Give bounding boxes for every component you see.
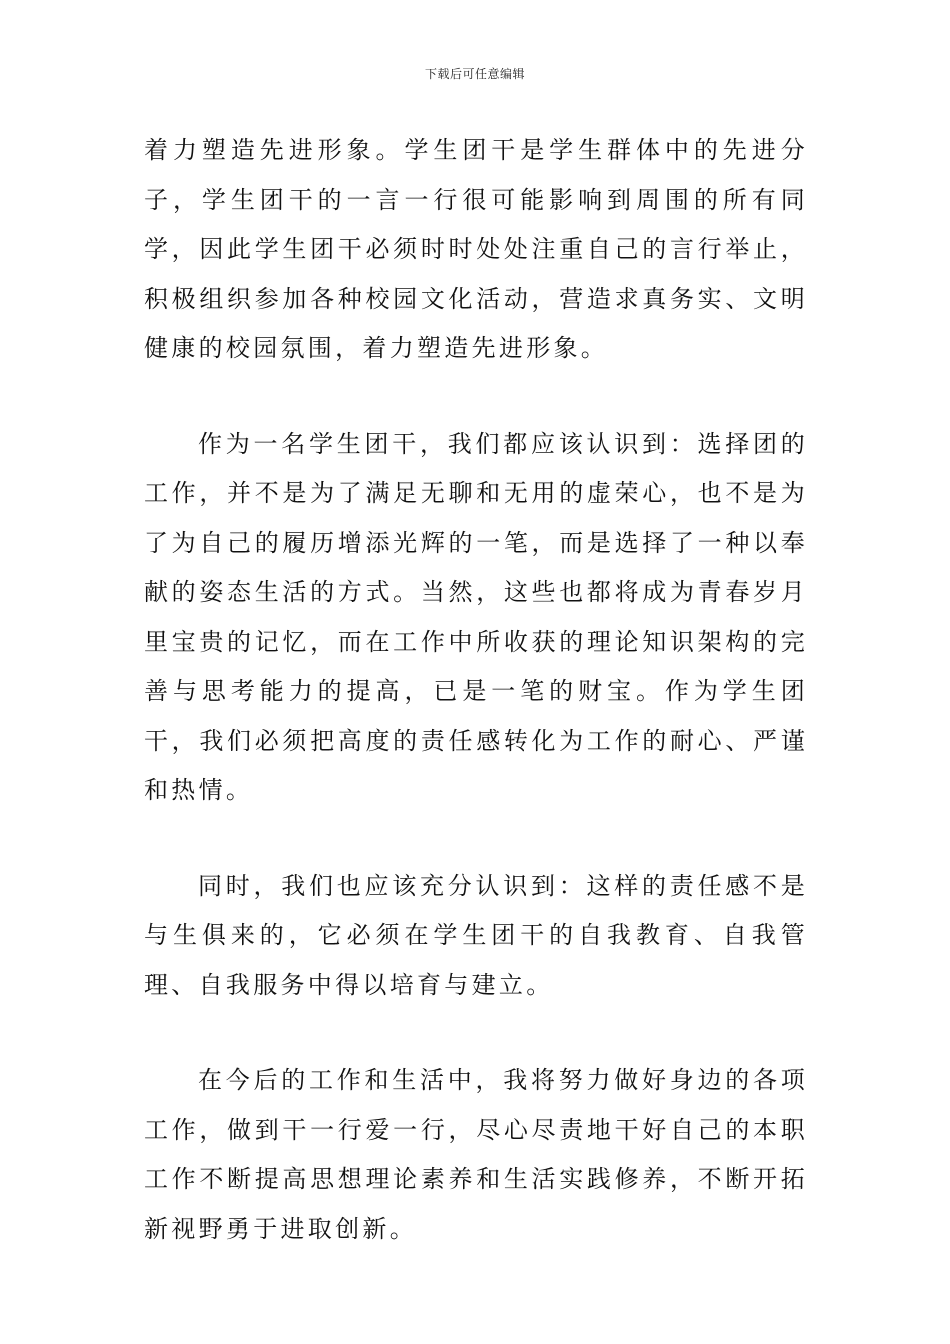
- document-body: [144, 126, 808, 1254]
- paragraph-1: 着力塑造先进形象。学生团干是学生群体中的先进分子，学生团干的一言一行很可能影响到周围的所有同学，因此学生团干必须时时处处注重自己的言行举止，积极组织参加各种校园文化活动，营造求真务实、文明健康的校园氛围，着力塑造先进形象。: [144, 136, 808, 362]
- page-header-note: 下载后可任意编辑: [424, 67, 525, 81]
- paragraph-4: 在今后的工作和生活中，我将努力做好身边的各项工作，做到干一行爱一行，尽心尽责地干好自己的本职工作不断提高思想理论素养和生活实践修养，不断开拓新视野勇于进取创新。: [144, 1066, 808, 1243]
- paragraph-2: 作为一名学生团干，我们都应该认识到：选择团的工作，并不是为了满足无聊和无用的虚荣心，也不是为了为自己的履历增添光辉的一笔，而是选择了一种以奉献的姿态生活的方式。当然，这些也都将成为青春岁月里宝贵的记忆，而在工作中所收获的理论知识架构的完善与思考能力的提高，已是一笔的财宝。作为学生团干，我们必须把高度的责任感转化为工作的耐心、严谨和热情。: [144, 429, 808, 804]
- paragraph-3: 同时，我们也应该充分认识到：这样的责任感不是与生俱来的，它必须在学生团干的自我教育、自我管理、自我服务中得以培育与建立。: [144, 871, 808, 999]
